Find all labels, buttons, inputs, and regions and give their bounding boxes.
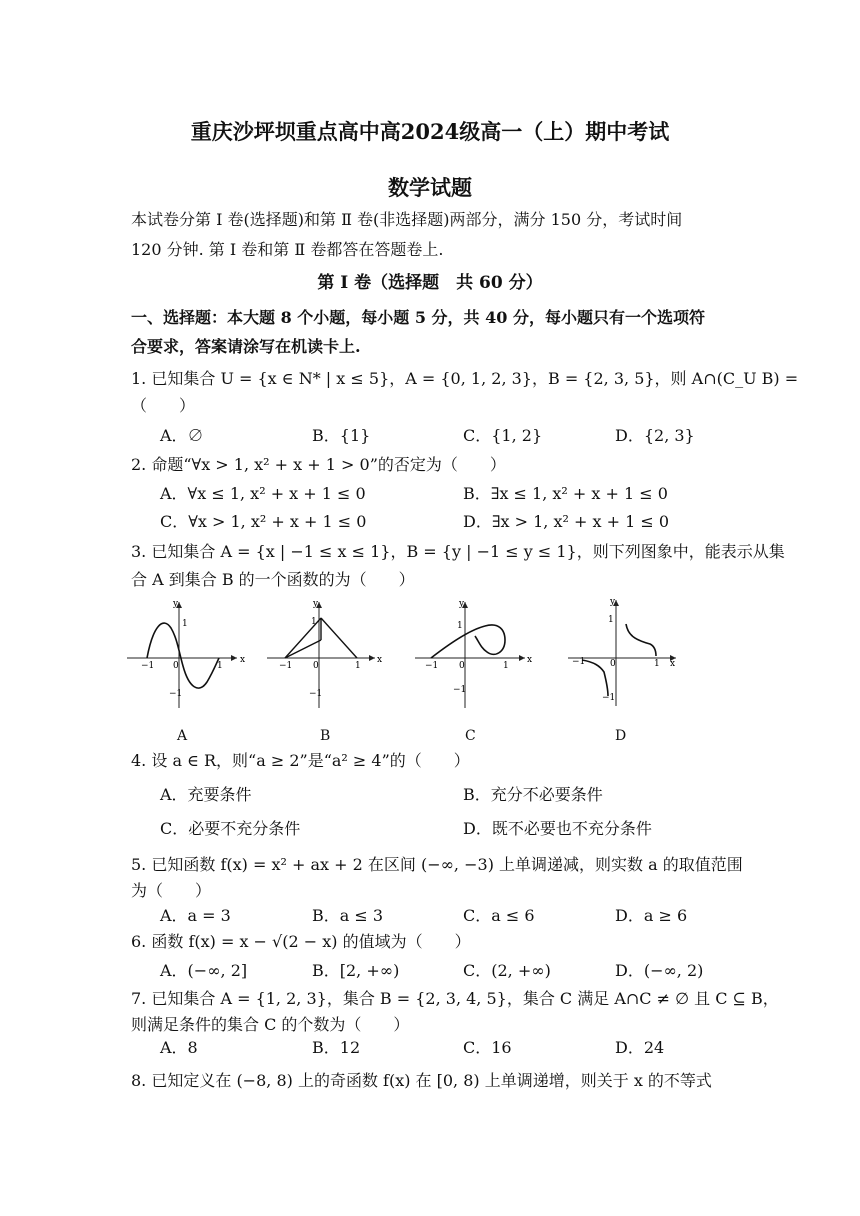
q4-stem: 4. 设 a ∈ R，则“a ≥ 2”是“a² ≥ 4”的（ ） xyxy=(131,751,470,770)
q3-stem-1: 3. 已知集合 A = {x | −1 ≤ x ≤ 1}，B = {y | −1 ≤ y ≤ 1}，则下列图象中，能表示从集 xyxy=(131,542,785,561)
q6-option-c: C．(2, +∞) xyxy=(463,961,551,980)
graph-b-label: B xyxy=(320,728,331,744)
graph-c-curve xyxy=(431,625,505,658)
exam-title: 重庆沙坪坝重点高中高2024级高一（上）期中考试 xyxy=(190,119,670,144)
q7-option-a: A．8 xyxy=(160,1038,198,1057)
graph-a-label: A xyxy=(177,728,188,744)
graph-d-x-label: x xyxy=(670,659,676,669)
exam-subtitle: 数学试题 xyxy=(388,175,472,200)
q4-option-a: A．充要条件 xyxy=(160,785,252,804)
q2-stem: 2. 命题“∀x > 1, x² + x + 1 > 0”的否定为（ ） xyxy=(131,455,506,474)
q1-option-c: C．{1, 2} xyxy=(463,426,543,445)
graph-b-lower-segment xyxy=(285,640,321,658)
q7-stem-1: 7. 已知集合 A = {1, 2, 3}，集合 B = {2, 3, 4, 5}，集合 C 满足 A∩C ≠ ∅ 且 C ⊆ B， xyxy=(131,989,779,1008)
graph-b-tick-x1: 1 xyxy=(355,661,361,671)
graph-d xyxy=(566,594,684,712)
graph-d-tick-x1: 1 xyxy=(654,659,660,669)
graph-a-tick-1: 1 xyxy=(182,619,188,629)
q7-option-c: C．16 xyxy=(463,1038,512,1057)
graph-d-origin: 0 xyxy=(610,659,616,669)
graph-d-y-label: y xyxy=(610,597,616,607)
q2-option-b: B．∃x ≤ 1, x² + x + 1 ≤ 0 xyxy=(463,484,668,503)
graph-b-x-arrow xyxy=(369,655,375,661)
q5-stem-1: 5. 已知函数 f(x) = x² + ax + 2 在区间 (−∞, −3) 上单调递减，则实数 a 的取值范围 xyxy=(131,855,743,874)
q6-stem: 6. 函数 f(x) = x − √(2 − x) 的值域为（ ） xyxy=(131,932,471,951)
intro-line-2: 120 分钟. 第 Ⅰ 卷和第 Ⅱ 卷都答在答题卷上. xyxy=(131,240,444,259)
q5-stem-2: 为（ ） xyxy=(131,881,212,900)
q5-option-c: C．a ≤ 6 xyxy=(463,906,535,925)
intro-line-1: 本试卷分第 Ⅰ 卷(选择题)和第 Ⅱ 卷(非选择题)两部分，满分 150 分，考试时间 xyxy=(131,210,683,229)
q5-option-d: D．a ≥ 6 xyxy=(615,906,688,925)
q2-option-a: A．∀x ≤ 1, x² + x + 1 ≤ 0 xyxy=(160,484,366,503)
graph-d-label: D xyxy=(615,728,627,744)
graph-a xyxy=(125,596,245,714)
graph-b-origin: 0 xyxy=(313,661,319,671)
section-heading: 第 Ⅰ 卷（选择题 共 60 分） xyxy=(317,273,543,293)
graph-c-tick-xneg1: −1 xyxy=(425,661,439,671)
graph-a-tick-x1: 1 xyxy=(217,661,223,671)
graph-d-tick-xneg1: −1 xyxy=(572,657,586,667)
graph-c-origin: 0 xyxy=(459,661,465,671)
graph-d-tick-neg1: −1 xyxy=(602,693,616,703)
graph-c-y-label: y xyxy=(459,599,465,609)
graph-d-left-branch xyxy=(582,660,608,696)
graph-c-tick-1: 1 xyxy=(457,621,463,631)
q4-option-c: C．必要不充分条件 xyxy=(160,819,301,838)
q1-option-a: A．∅ xyxy=(160,426,204,445)
q6-option-d: D．(−∞, 2) xyxy=(615,961,704,980)
graph-a-curve xyxy=(147,623,219,688)
q1-option-b: B．{1} xyxy=(312,426,371,445)
graph-b-tick-neg1: −1 xyxy=(309,689,323,699)
q7-option-d: D．24 xyxy=(615,1038,665,1057)
graph-b-x-label: x xyxy=(377,655,383,665)
graph-a-y-label: y xyxy=(173,599,179,609)
graph-a-tick-xneg1: −1 xyxy=(141,661,155,671)
q6-option-b: B．[2, +∞) xyxy=(312,961,400,980)
q2-option-d: D．∃x > 1, x² + x + 1 ≤ 0 xyxy=(463,512,670,531)
graph-c-x-label: x xyxy=(527,655,533,665)
graph-c-label: C xyxy=(465,728,476,744)
q2-option-c: C．∀x > 1, x² + x + 1 ≤ 0 xyxy=(160,512,367,531)
q7-option-b: B．12 xyxy=(312,1038,361,1057)
part-one-line-1: 一、选择题：本大题 8 个小题，每小题 5 分，共 40 分，每小题只有一个选项符 xyxy=(131,308,705,327)
graph-c xyxy=(413,596,533,714)
graph-d-tick-1: 1 xyxy=(608,615,614,625)
graph-c-x-arrow xyxy=(519,655,525,661)
q5-option-b: B．a ≤ 3 xyxy=(312,906,384,925)
graph-a-origin: 0 xyxy=(173,661,179,671)
q4-option-b: B．充分不必要条件 xyxy=(463,785,603,804)
q1-stem-1: 1. 已知集合 U = {x ∈ N* | x ≤ 5}，A = {0, 1, 2, 3}，B = {2, 3, 5}，则 A∩(C_U B) = xyxy=(131,369,799,388)
graph-d-right-branch xyxy=(626,624,656,656)
q4-option-d: D．既不必要也不充分条件 xyxy=(463,819,652,838)
q6-option-a: A．(−∞, 2] xyxy=(160,961,248,980)
graph-a-x-arrow xyxy=(231,655,237,661)
q3-stem-2: 合 A 到集合 B 的一个函数的为（ ） xyxy=(131,570,415,589)
q5-option-a: A．a = 3 xyxy=(160,906,231,925)
graph-b xyxy=(265,596,383,714)
q7-stem-2: 则满足条件的集合 C 的个数为（ ） xyxy=(131,1015,410,1034)
graph-c-tick-neg1: −1 xyxy=(453,685,467,695)
q1-option-d: D．{2, 3} xyxy=(615,426,695,445)
graph-b-tick-1: 1 xyxy=(311,617,317,627)
graph-c-tick-x1: 1 xyxy=(503,661,509,671)
graph-b-y-label: y xyxy=(313,599,319,609)
q8-stem: 8. 已知定义在 (−8, 8) 上的奇函数 f(x) 在 [0, 8) 上单调递增，则关于 x 的不等式 xyxy=(131,1071,712,1090)
graph-a-tick-neg1: −1 xyxy=(169,689,183,699)
graph-b-tick-xneg1: −1 xyxy=(279,661,293,671)
part-one-line-2: 合要求，答案请涂写在机读卡上. xyxy=(131,337,361,356)
q1-stem-2: （ ） xyxy=(131,396,196,415)
graph-a-x-label: x xyxy=(240,655,245,665)
graph-b-right-segment xyxy=(321,618,357,658)
